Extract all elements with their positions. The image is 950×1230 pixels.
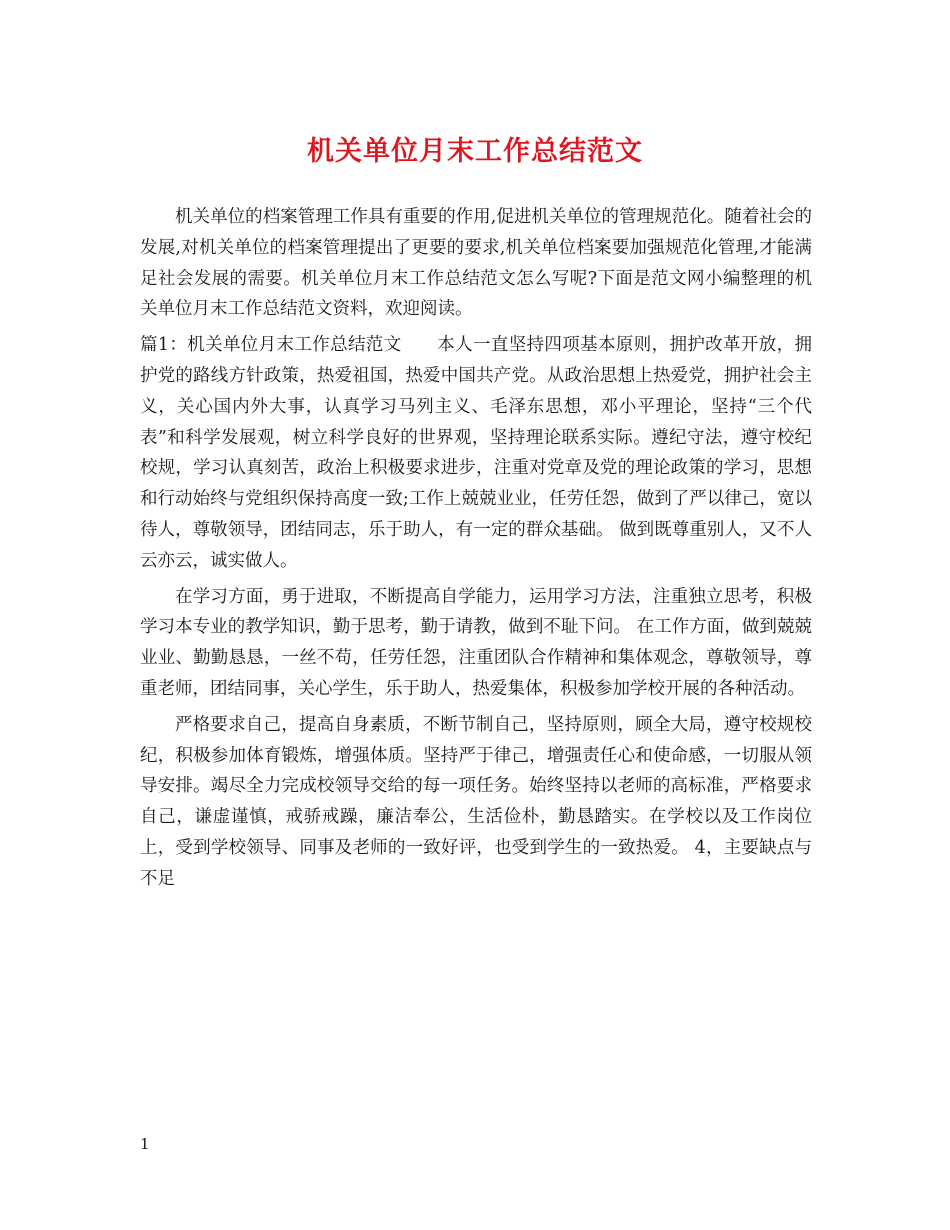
paragraph-intro: 机关单位的档案管理工作具有重要的作用,促进机关单位的管理规范化。随着社会的发展,对机关单位的档案管理提出了更要的要求,机关单位档案要加强规范化管理,才能满足社会发展的需要。机关单位月末工作总结范文怎么写呢?下面是范文网小编整理的机关单位月末工作总结范文资料，欢迎阅读。 bbox=[140, 207, 812, 320]
paragraph-study: 在学习方面，勇于进取，不断提高自学能力，运用学习方法，注重独立思考，积极学习本专业的教学知识，勤于思考，勤于请教，做到不耻下问。 在工作方面，做到兢兢业业、勤勤恳恳，一丝不苟，任劳任怨，注重团队合作精神和集体观念，尊敬领导，尊重老师，团结同事，关心学生，乐于助人，热爱集体，积极参加学校开展的各种活动。 bbox=[140, 586, 812, 699]
document-body bbox=[140, 202, 812, 900]
document-title: 机关单位月末工作总结范文 bbox=[307, 136, 643, 167]
page-number: 1 bbox=[140, 1135, 150, 1153]
paragraph-discipline: 严格要求自己，提高自身素质，不断节制自己，坚持原则，顾全大局，遵守校规校纪，积极参加体育锻炼，增强体质。坚持严于律己，增强责任心和使命感，一切服从领导安排。竭尽全力完成校领导交给的每一项任务。始终坚持以老师的高标准，严格要求自己，谦虚谨慎，戒骄戒躁，廉洁奉公，生活俭朴，勤恳踏实。在学校以及工作岗位上，受到学校领导、同事及老师的一致好评，也受到学生的一致热爱。 4，主要缺点与不足 bbox=[140, 714, 812, 889]
paragraph-section-1: 篇1：机关单位月末工作总结范文 本人一直坚持四项基本原则，拥护改革开放，拥护党的路线方针政策，热爱祖国，热爱中国共产党。从政治思想上热爱党，拥护社会主义，关心国内外大事，认真学习马列主义、毛泽东思想，邓小平理论，坚持“三个代表”和科学发展观，树立科学良好的世界观，坚持理论联系实际。遵纪守法，遵守校纪校规，学习认真刻苦，政治上积极要求进步，注重对党章及党的理论政策的学习，思想和行动始终与党组织保持高度一致;工作上兢兢业业，任劳任怨，做到了严以律己，宽以待人，尊敬领导，团结同志，乐于助人，有一定的群众基础。 做到既尊重别人，又不人云亦云，诚实做人。 bbox=[140, 335, 812, 571]
